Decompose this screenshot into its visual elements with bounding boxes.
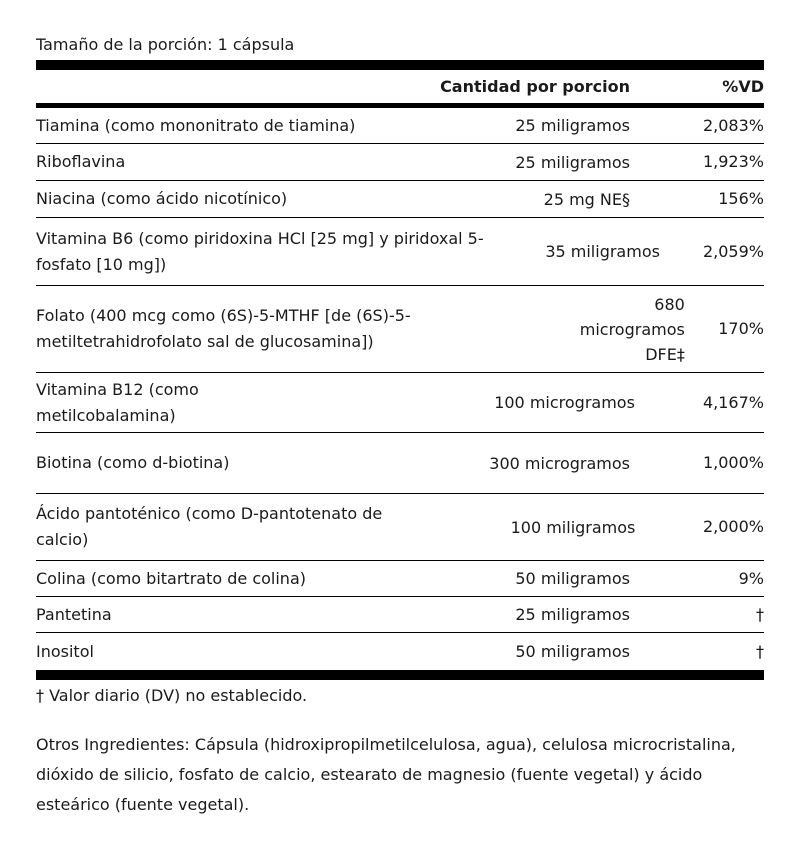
nutrient-dv: † [756,604,764,624]
nutrient-name: Colina (como bitartrato de colina) [36,568,306,588]
nutrient-amount: 35 miligramos [545,242,660,261]
nutrient-dv: 1,923% [702,152,764,171]
nutrient-dv: 9% [738,568,764,588]
table-row [36,286,764,373]
nutrient-amount: 50 miligramos [515,642,630,661]
table-row [36,597,764,633]
nutrient-dv: 2,059% [702,241,764,261]
header-dv: %VD [722,77,764,96]
nutrient-amount: 300 microgramos [489,453,630,473]
table-row [36,108,764,144]
table-row [36,373,764,433]
top-thick-rule [36,60,764,70]
nutrient-dv: 170% [718,319,764,338]
table-row [36,181,764,218]
nutrient-dv: 4,167% [702,392,764,412]
other-ingredients: Otros Ingredientes: Cápsula (hidroxipropilmetilcelulosa, agua), celulosa microcristalina, dióxido de silicio, fosfato de calcio, estearato de magnesio (fuente vegetal) y ácido esteárico (fuente vegetal). [36,735,736,814]
table-row [36,633,764,670]
nutrient-amount: 100 miligramos [510,517,636,537]
nutrient-name: Folato (400 mcg como (6S)-5-MTHF [de (6S)-5-metiltetrahidrofolato sal de glucosamina]) [36,306,411,351]
nutrient-name: Vitamina B6 (como piridoxina HCl [25 mg] y piridoxal 5-fosfato [10 mg]) [36,228,484,274]
nutrient-amount: 25 miligramos [515,152,630,172]
header-amount: Cantidad por porcion [440,77,630,96]
nutrient-dv: 2,000% [702,517,764,536]
table-row [36,218,764,286]
table-row [36,494,764,561]
supplement-facts-panel [36,34,764,820]
nutrient-amount: 25 miligramos [515,116,630,135]
nutrient-name: Pantetina [36,604,112,624]
nutrient-name: Vitamina B12 (como metilcobalamina) [36,379,199,425]
nutrient-dv: 156% [718,189,764,208]
nutrient-amount: 680 microgramos DFE‡ [579,294,685,364]
serving-size: Tamaño de la porción: 1 cápsula [36,35,295,54]
nutrient-amount: 25 miligramos [515,605,630,624]
dv-footnote: † Valor diario (DV) no establecido. [36,686,308,705]
nutrient-amount: 25 mg NE§ [543,189,630,209]
table-header [36,70,764,103]
nutrient-name: Riboflavina [36,152,126,171]
nutrient-dv: 2,083% [702,115,764,135]
nutrient-name: Biotina (como d-biotina) [36,453,230,472]
nutrient-name: Inositol [36,641,94,661]
nutrient-name: Tiamina (como mononitrato de tiamina) [36,115,356,135]
table-row [36,144,764,181]
nutrient-dv: 1,000% [702,453,764,472]
nutrient-dv: † [756,641,764,661]
nutrient-amount: 100 microgramos [494,393,635,412]
nutrient-amount: 50 miligramos [515,569,630,588]
nutrient-name: Ácido pantoténico (como D-pantotenato de calcio) [36,504,383,549]
table-row [36,433,764,494]
bottom-thick-rule [36,670,764,680]
nutrient-name: Niacina (como ácido nicotínico) [36,189,288,208]
nutrient-table [36,108,764,670]
table-row [36,561,764,597]
